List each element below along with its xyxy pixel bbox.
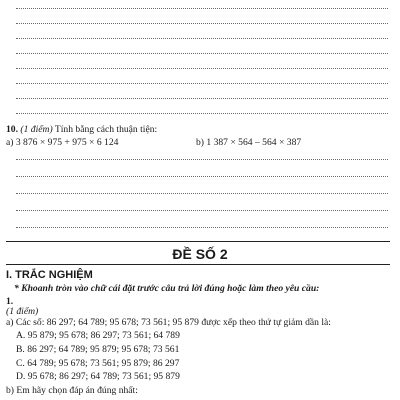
answer-line bbox=[16, 38, 388, 39]
instruction-text: * Khoanh tròn vào chữ cái đặt trước câu trả lời đúng hoặc làm theo yêu cầu: bbox=[14, 283, 320, 294]
answer-line bbox=[16, 210, 388, 211]
answer-line bbox=[16, 159, 388, 160]
answer-line bbox=[16, 98, 388, 99]
answer-line bbox=[16, 193, 388, 194]
option-c: C. 64 789; 95 678; 73 561; 95 879; 86 297 bbox=[16, 358, 180, 369]
answer-line bbox=[16, 23, 388, 24]
option-b: B. 86 297; 64 789; 95 879; 95 678; 73 561 bbox=[16, 344, 180, 355]
answer-line bbox=[16, 227, 388, 228]
answer-line bbox=[16, 53, 388, 54]
test-title: ĐỀ SỐ 2 bbox=[172, 246, 228, 262]
exercise-10-number: 10. bbox=[6, 124, 18, 135]
section-title: I. TRẮC NGHIỆM bbox=[6, 269, 93, 281]
option-d: D. 95 678; 86 297; 64 789; 73 561; 95 879 bbox=[16, 371, 180, 382]
exercise-10-heading bbox=[6, 124, 157, 136]
answer-line bbox=[16, 113, 388, 114]
question-1-part-a-prompt: a) Các số: 86 297; 64 789; 95 678; 73 561; 95 879 được xếp theo thứ tự giảm dần là: bbox=[6, 317, 331, 328]
question-1-part-b-prompt: b) Em hãy chọn đáp án đúng nhất: bbox=[6, 385, 138, 396]
question-1-points: (1 điểm) bbox=[6, 306, 39, 317]
answer-line bbox=[16, 176, 388, 177]
exercise-10-part-a: a) 3 876 × 975 + 975 × 6 124 bbox=[6, 137, 119, 148]
answer-line bbox=[16, 68, 388, 69]
exercise-10-prompt: Tính bằng cách thuận tiện: bbox=[54, 124, 158, 135]
answer-line bbox=[16, 83, 388, 84]
title-rule-top bbox=[6, 241, 390, 242]
answer-line bbox=[16, 8, 388, 9]
exercise-10-points: (1 điểm) bbox=[20, 124, 53, 135]
option-a: A. 95 879; 95 678; 86 297; 73 561; 64 789 bbox=[16, 330, 180, 341]
question-1-number: 1. bbox=[6, 296, 14, 307]
exercise-10-part-b: b) 1 387 × 564 – 564 × 387 bbox=[196, 137, 302, 148]
title-rule-bottom bbox=[6, 264, 390, 265]
